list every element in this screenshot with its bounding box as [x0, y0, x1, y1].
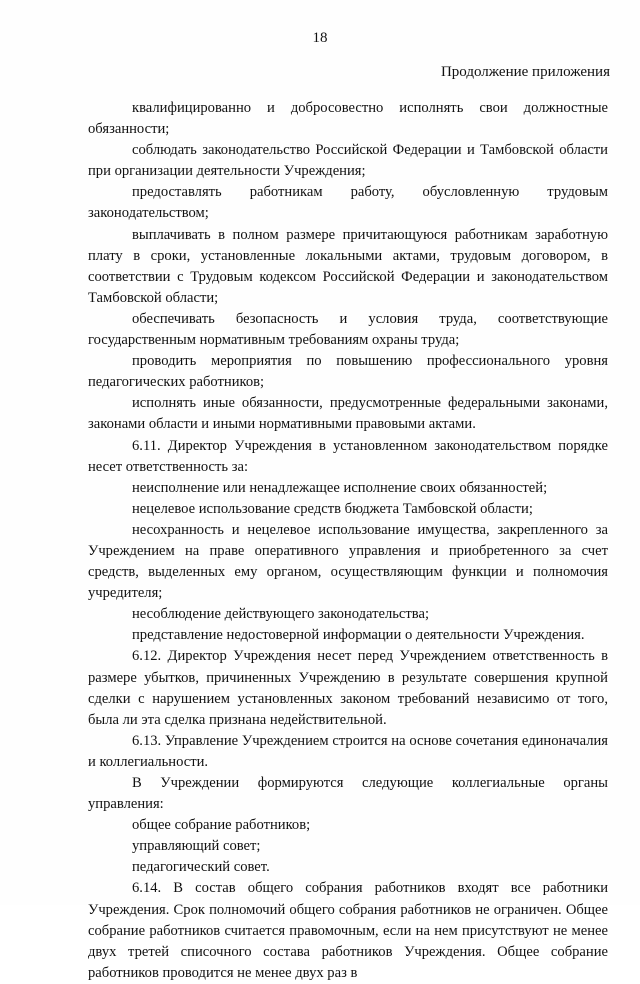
- page-number: 18: [312, 30, 328, 46]
- paragraph: В Учреждении формируются следующие коллегиальные органы управления:: [88, 775, 608, 813]
- paragraph: исполнять иные обязанности, предусмотренные федеральными законами, законами области и иными нормативными правовыми актами.: [88, 395, 608, 433]
- body-text: [88, 98, 608, 984]
- paragraph: 6.12. Директор Учреждения несет перед Учреждением ответственность в размере убытков, причиненных Учреждению в результате совершения крупной сделки с нарушением установленных законом требований независимо от того, была ли эта сделка признана недействительной.: [88, 648, 608, 728]
- paragraph: выплачивать в полном размере причитающуюся работникам заработную плату в сроки, установленные локальными актами, трудовым договором, в соответствии с Трудовым кодексом Российской Федерации и законодательством Тамбовской области;: [88, 226, 608, 306]
- paragraph: несоблюдение действующего законодательства;: [132, 606, 429, 623]
- paragraph: 6.13. Управление Учреждением строится на основе сочетания единоначалия и коллегиальности.: [88, 732, 608, 770]
- paragraph: неисполнение или ненадлежащее исполнение своих обязанностей;: [132, 479, 548, 496]
- list-item: общее собрание работников;: [132, 817, 311, 834]
- paragraph: проводить мероприятия по повышению профессионального уровня педагогических работников;: [88, 353, 608, 391]
- paragraph: обеспечивать безопасность и условия труда, соответствующие государственным нормативным требованиям охраны труда;: [88, 310, 608, 349]
- list-item: педагогический совет.: [132, 859, 270, 876]
- paragraph: 6.14. В состав общего собрания работников входят все работники Учреждения. Срок полномочий общего собрания работников не ограничен. Общее собрание работников считается правомочным, если на нем присутствуют не менее двух третей списочного состава работников Учреждения. Общее собрание работников проводится не менее двух раз в: [88, 880, 608, 981]
- paragraph: квалифицированно и добросовестно исполнять свои должностные обязанности;: [88, 100, 608, 138]
- paragraph: представление недостоверной информации о деятельности Учреждения.: [132, 627, 585, 644]
- paragraph: предоставлять работникам работу, обусловленную трудовым законодательством;: [88, 184, 608, 222]
- paragraph: нецелевое использование средств бюджета Тамбовской области;: [132, 500, 533, 517]
- appendix-continuation-note: Продолжение приложения: [440, 64, 610, 80]
- list-item: управляющий совет;: [132, 838, 261, 855]
- paragraph: 6.11. Директор Учреждения в установленном законодательством порядке несет ответственность за:: [88, 437, 608, 475]
- paragraph: несохранность и нецелевое использование имущества, закрепленного за Учреждением на праве оперативного управления и приобретенного за счет средств, выделенных ему органом, осуществляющим функции и полномочия учредителя;: [88, 521, 608, 602]
- paragraph: соблюдать законодательство Российской Федерации и Тамбовской области при организации деятельности Учреждения;: [88, 142, 608, 180]
